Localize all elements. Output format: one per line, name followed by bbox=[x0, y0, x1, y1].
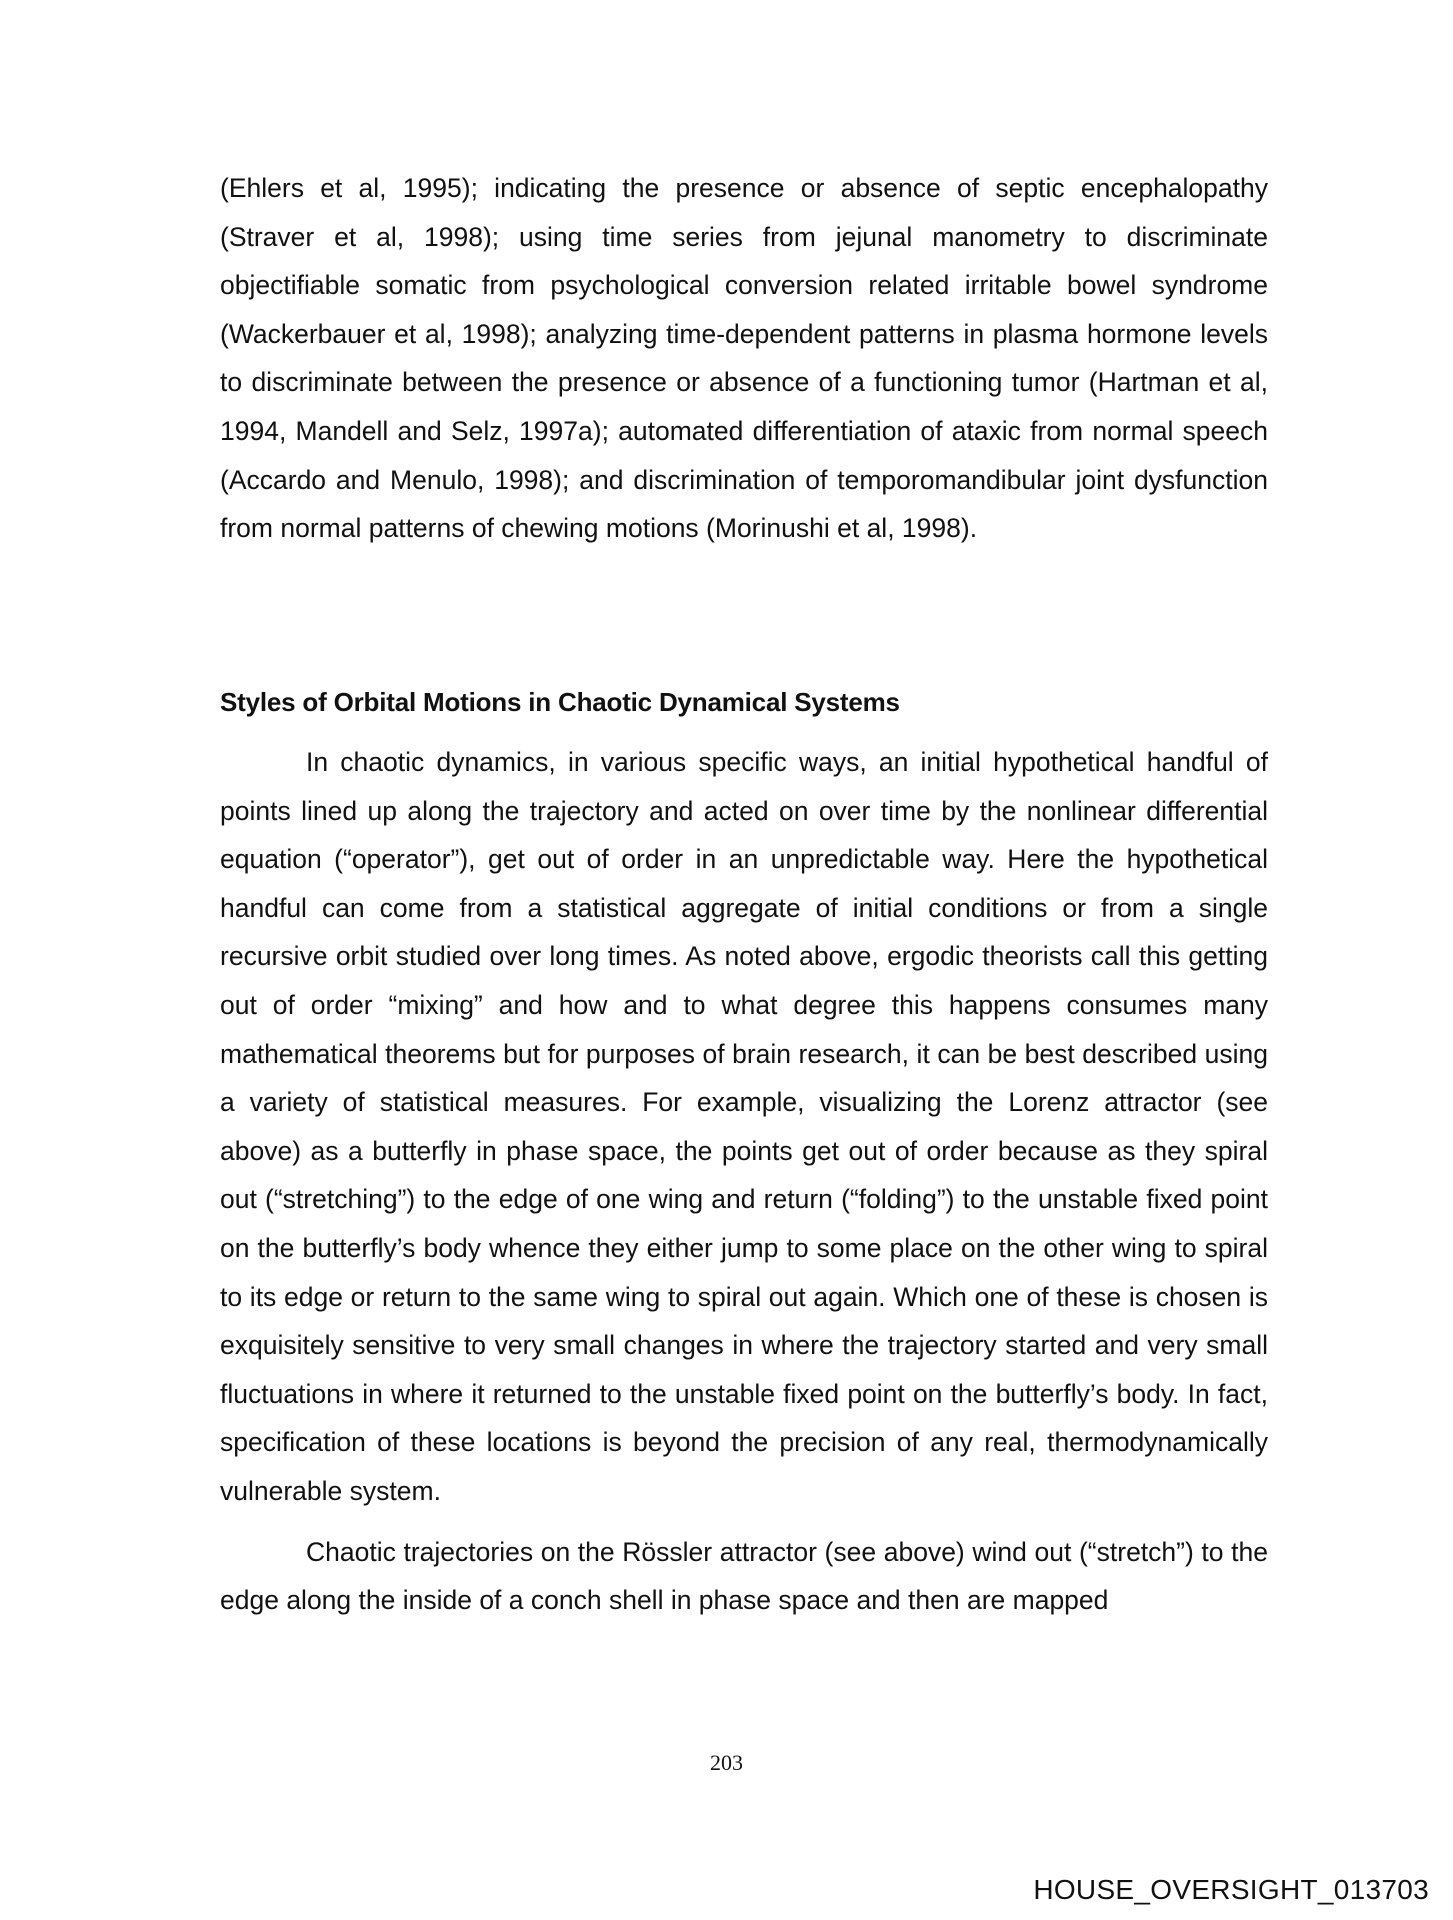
section-heading: Styles of Orbital Motions in Chaotic Dynamical Systems bbox=[220, 687, 900, 717]
bates-number: HOUSE_OVERSIGHT_013703 bbox=[1033, 1874, 1429, 1905]
body-text bbox=[220, 164, 1268, 553]
paragraph: Chaotic trajectories on the Rössler attractor (see above) wind out (“stretch”) to the edge along the inside of a conch shell in phase space and then are mapped bbox=[220, 1536, 1268, 1616]
section-body bbox=[220, 738, 1268, 1625]
paragraph: In chaotic dynamics, in various specific ways, an initial hypothetical handful of points lined up along the trajectory and acted on over time by the nonlinear differential equation (“operator”), get out of order in an unpredictable way. Here the hypothetical handful can come from a statistical aggregate of initial conditions or from a single recursive orbit studied over long times. As noted above, ergodic theorists call this getting out of order “mixing” and how and to what degree this happens consumes many mathematical theorems but for purposes of brain research, it can be best described using a variety of statistical measures. For example, visualizing the Lorenz attractor (see above) as a butterfly in phase space, the points get out of order because as they spiral out (“stretching”) to the edge of one wing and return (“folding”) to the unstable fixed point on the butterfly’s body whence they either jump to some place on the other wing to spiral to its edge or return to the same wing to spiral out again. Which one of these is chosen is exquisitely sensitive to very small changes in where the trajectory started and very small fluctuations in where it returned to the unstable fixed point on the butterfly’s body. In fact, specification of these locations is beyond the precision of any real, thermodynamically vulnerable system. bbox=[220, 747, 1268, 1506]
page-number: 203 bbox=[710, 1750, 743, 1775]
paragraph-continued: (Ehlers et al, 1995); indicating the presence or absence of septic encephalopathy (Straver et al, 1998); using time series from jejunal manometry to discriminate objectifiable somatic from psychological conversion related irritable bowel syndrome (Wackerbauer et al, 1998); analyzing time-dependent patterns in plasma hormone levels to discriminate between the presence or absence of a functioning tumor (Hartman et al, 1994, Mandell and Selz, 1997a); automated differentiation of ataxic from normal speech (Accardo and Menulo, 1998); and discrimination of temporomandibular joint dysfunction from normal patterns of chewing motions (Morinushi et al, 1998). bbox=[220, 173, 1268, 544]
